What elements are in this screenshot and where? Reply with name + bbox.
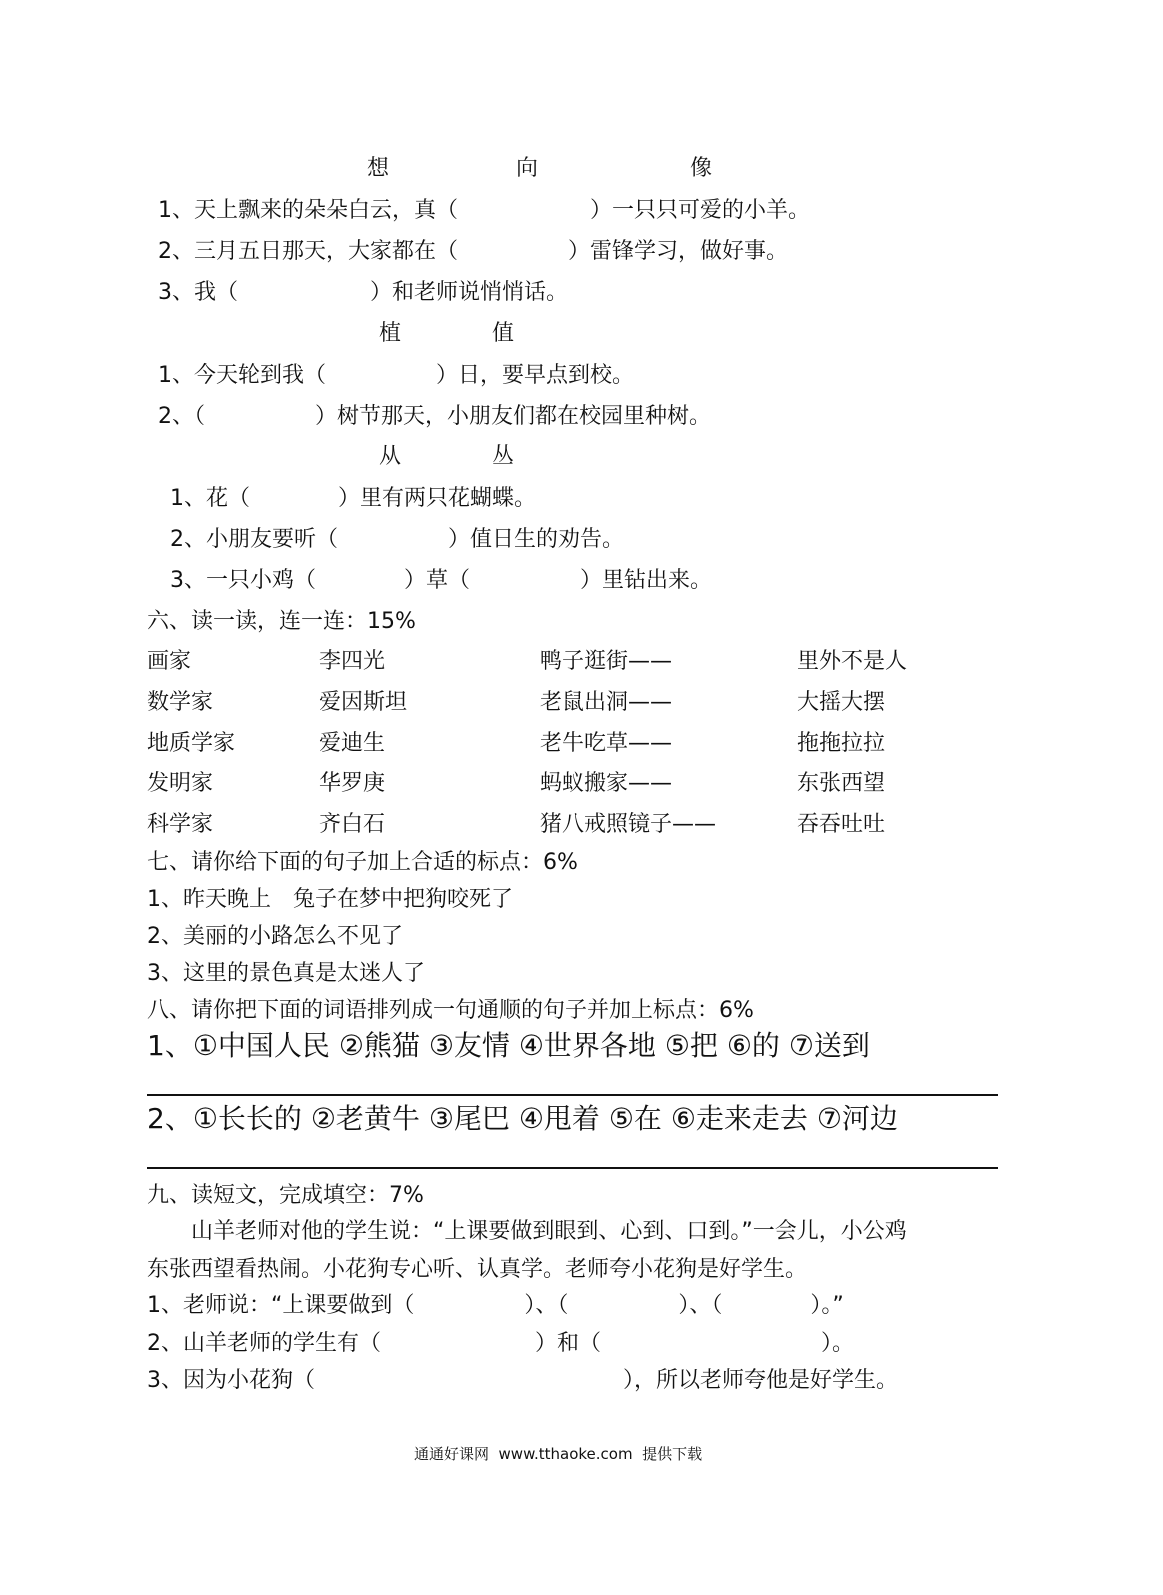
match-cell-person: 华罗庚 [319, 771, 386, 796]
fill-in-question: 1、老师说：“上课要做到（ ）、（ ）、（ ）。” [147, 1293, 844, 1318]
match-cell-profession: 数学家 [147, 690, 214, 715]
punctuation-question: 2、美丽的小路怎么不见了 [147, 924, 403, 949]
fill-in-question: 3、我（ ）和老师说悄悄话。 [158, 280, 568, 305]
fill-in-question: 1、天上飘来的朵朵白云，真（ ）一只只可爱的小羊。 [158, 198, 810, 223]
ordering-question: 1、①中国人民 ②熊猫 ③友情 ④世界各地 ⑤把 ⑥的 ⑦送到 [147, 1029, 870, 1062]
match-cell-person: 李四光 [319, 649, 386, 674]
punctuation-question: 1、昨天晚上 兔子在梦中把狗咬死了 [147, 887, 513, 912]
word-choice-heading: 像 [690, 156, 713, 181]
section-title: 六、读一读，连一连：15% [147, 609, 416, 634]
answer-line [147, 1094, 998, 1096]
fill-in-question: 2、（ ）树节那天，小朋友们都在校园里种树。 [158, 404, 711, 429]
match-cell-saying: 猪八戒照镜子—— [540, 812, 717, 837]
match-cell-profession: 发明家 [147, 771, 214, 796]
match-cell-person: 齐白石 [319, 812, 386, 837]
fill-in-question: 2、山羊老师的学生有（ ）和（ ）。 [147, 1331, 854, 1356]
word-choice-heading: 从 [379, 444, 402, 469]
match-cell-meaning: 拖拖拉拉 [797, 731, 886, 756]
fill-in-question: 3、一只小鸡（ ）草（ ）里钻出来。 [170, 568, 712, 593]
match-cell-profession: 地质学家 [147, 731, 236, 756]
section-title: 九、读短文，完成填空：7% [147, 1183, 424, 1208]
match-cell-profession: 科学家 [147, 812, 214, 837]
answer-line [147, 1167, 998, 1169]
match-cell-saying: 鸭子逛街—— [540, 649, 673, 674]
word-choice-heading: 植 [379, 321, 402, 346]
fill-in-question: 1、今天轮到我（ ）日，要早点到校。 [158, 363, 634, 388]
fill-in-question: 2、三月五日那天，大家都在（ ）雷锋学习，做好事。 [158, 239, 788, 264]
ordering-question: 2、①长长的 ②老黄牛 ③尾巴 ④甩着 ⑤在 ⑥走来走去 ⑦河边 [147, 1102, 898, 1135]
match-cell-meaning: 东张西望 [797, 771, 886, 796]
match-cell-profession: 画家 [147, 649, 192, 674]
fill-in-question: 3、因为小花狗（ ），所以老师夸他是好学生。 [147, 1368, 898, 1393]
word-choice-heading: 想 [367, 156, 390, 181]
match-cell-person: 爱迪生 [319, 731, 386, 756]
passage-line: 东张西望看热闹。小花狗专心听、认真学。老师夸小花狗是好学生。 [147, 1257, 808, 1282]
match-cell-saying: 蚂蚁搬家—— [540, 771, 673, 796]
page-footer: 通通好课网 www.tthaoke.com 提供下载 [414, 1445, 703, 1463]
match-cell-person: 爱因斯坦 [319, 690, 408, 715]
word-choice-heading: 向 [516, 156, 539, 181]
word-choice-heading: 丛 [492, 444, 515, 469]
section-title: 八、请你把下面的词语排列成一句通顺的句子并加上标点：6% [147, 998, 754, 1023]
match-cell-saying: 老鼠出洞—— [540, 690, 673, 715]
match-cell-saying: 老牛吃草—— [540, 731, 673, 756]
word-choice-heading: 值 [492, 321, 515, 346]
passage-line: 山羊老师对他的学生说：“上课要做到眼到、心到、口到。”一会儿，小公鸡 [147, 1219, 907, 1244]
punctuation-question: 3、这里的景色真是太迷人了 [147, 961, 425, 986]
match-cell-meaning: 大摇大摆 [797, 690, 886, 715]
match-cell-meaning: 吞吞吐吐 [797, 812, 886, 837]
fill-in-question: 1、花（ ）里有两只花蝴蝶。 [170, 486, 536, 511]
fill-in-question: 2、小朋友要听（ ）值日生的劝告。 [170, 527, 624, 552]
section-title: 七、请你给下面的句子加上合适的标点：6% [147, 850, 578, 875]
match-cell-meaning: 里外不是人 [797, 649, 908, 674]
